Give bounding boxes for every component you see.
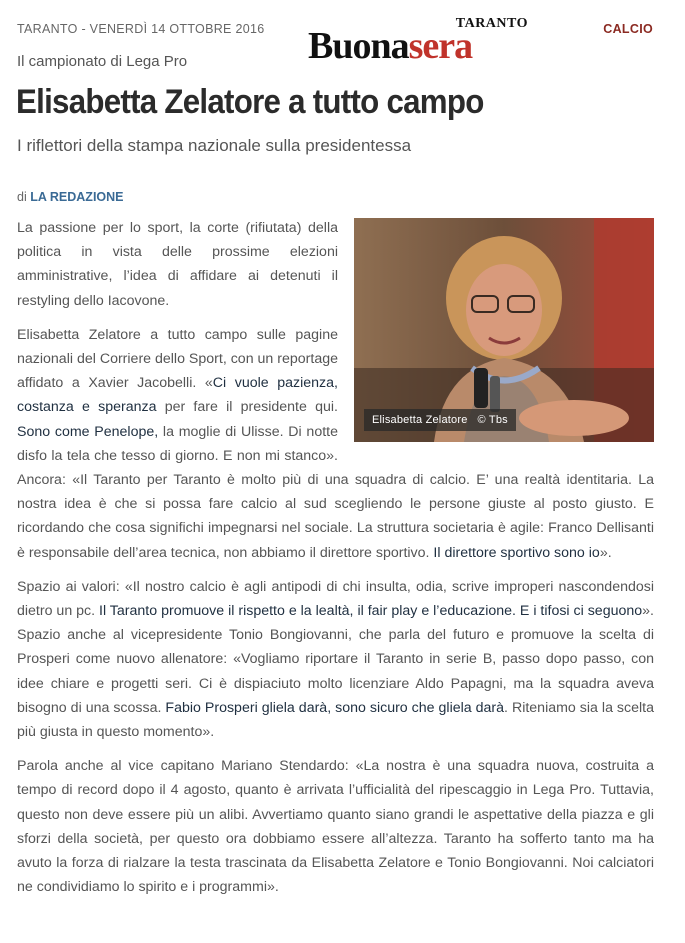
paragraph-3 [17, 575, 654, 744]
photo-caption-text: Elisabetta Zelatore [372, 414, 468, 426]
link-rispetto-lealta[interactable]: Il Taranto promuove il rispetto e la lealtà, il fair play e l’educazione. E i tifosi ci seguono [99, 603, 643, 620]
paragraph-2-text-b: per fare il presidente qui. [156, 399, 338, 416]
paragraph-2-text-d: ». [599, 544, 612, 561]
article-title: Elisabetta Zelatore a tutto campo [16, 83, 484, 121]
article-photo[interactable] [354, 218, 654, 442]
link-direttore-sportivo[interactable]: Il direttore sportivo sono io [433, 544, 600, 561]
article-kicker: Il campionato di Lega Pro [17, 53, 188, 70]
article-body [17, 216, 654, 909]
logo-city: TARANTO [455, 16, 528, 31]
link-penelope[interactable]: Sono come Penelope, [17, 423, 159, 440]
paragraph-2-text-c: la moglie di Ulisse. Di notte disfo la tela che tesso di giorno. E non mi stanco». Ancora: «Il Taranto per Taranto è molto più di una squadra di calcio. E’ una realtà identitaria. La nostra idea è che si possa fare calcio al sud scegliendo le persone giuste al posto giusto. E ricordando che cosa significhi impegnarsi nel sociale. La struttura societaria è agile: Franco Dellisanti è responsabile dell’area tecnica, non abbiamo il direttore sportivo. [17, 423, 654, 561]
photo-credit: © Tbs [477, 414, 508, 426]
paragraph-4: Parola anche al vice capitano Mariano Stendardo: «La nostra è una squadra nuova, costruita a tempo di record dopo il 4 agosto, quanto è arrivata l’ufficialità del ripescaggio in Lega Pro. Tuttavia, questo non deve essere più un alibi. Avvertiamo quanto siano grandi le aspettative della piazza e gli sforzi della società, per questo ora dobbiamo essere all’altezza. Taranto ha sofferto tanto ma ha avuto la forza di rialzare la testa trascinata da Elisabetta Zelatore e Tonio Bongiovanni. Noi calciatori ne condividiamo lo spirito e i programmi». [17, 758, 654, 896]
byline-author[interactable]: LA REDAZIONE [30, 190, 124, 204]
logo-wordmark-red: sera [408, 25, 473, 67]
paragraph-3-text-c: . Riteniamo sia la scelta più giusta in questo momento». [17, 699, 654, 741]
logo-wordmark-black: Buona [308, 25, 409, 67]
paragraph-1: La passione per lo sport, la corte (rifiutata) della politica in vista delle prossime elezioni amministrative, l’idea di affidare ai detenuti il restyling dello Iacovone. [17, 220, 338, 309]
article-subtitle: I riflettori della stampa nazionale sulla presidentessa [17, 136, 412, 155]
byline-prefix: di [17, 190, 27, 204]
newspaper-logo[interactable] [308, 15, 538, 67]
byline [17, 190, 124, 204]
link-fabio-prosperi[interactable]: Fabio Prosperi gliela darà, sono sicuro che gliela darà [165, 699, 505, 716]
paragraph-2-text-a: Elisabetta Zelatore a tutto campo sulle pagine nazionali del Corriere dello Sport, con un reportage affidato a Xavier Jacobelli. « [17, 326, 338, 392]
paragraph-3-text-a: Spazio ai valori: «Il nostro calcio è agli antipodi di chi insulta, odia, scrive improperi nascondendosi dietro un pc. [17, 578, 654, 620]
logo-wordmark [308, 27, 472, 65]
link-pazienza[interactable]: Ci vuole pazienza, costanza e speranza [17, 375, 338, 416]
section-link[interactable]: CALCIO [603, 22, 653, 36]
photo-caption [364, 409, 516, 431]
dateline: TARANTO - VENERDÌ 14 OTTOBRE 2016 [17, 22, 265, 36]
paragraph-3-text-b: ». Spazio anche al vicepresidente Tonio Bongiovanni, che parla del futuro e promuove la scelta di Prosperi come nuovo allenatore: «Vogliamo riportare il Taranto in serie B, passo dopo passo, con idee chiare e progetti seri. Ci è dispiaciuto molto licenziare Aldo Papagni, ma la squadra aveva bisogno di una scossa. [17, 603, 654, 716]
